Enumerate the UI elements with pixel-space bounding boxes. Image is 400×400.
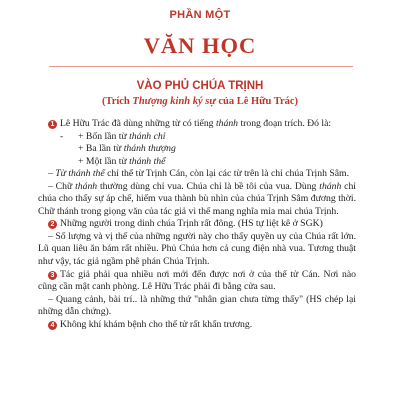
lesson-subtitle	[0, 96, 400, 107]
list-item-word: thánh thể	[129, 155, 166, 167]
question-2	[38, 218, 356, 231]
para-word: thánh	[75, 180, 98, 192]
q1-text-b: trong đoạn trích. Đó là:	[238, 118, 332, 129]
subtitle-work: Thượng kinh ký sự	[132, 96, 216, 107]
para-text: – Chữ	[48, 180, 76, 192]
list-item-word: thánh thượng	[123, 143, 176, 155]
list-item	[38, 131, 356, 144]
question-4	[38, 319, 356, 332]
section-title: VĂN HỌC	[143, 33, 257, 58]
question-number-badge: 1	[48, 120, 57, 129]
q2-text: Những người trong dinh chúa Trịnh rất đông. (HS tự liệt kê ở SGK)	[60, 218, 323, 230]
lesson-title: VÀO PHỦ CHÚA TRỊNH	[136, 80, 264, 92]
list-item-text: + Ba lần từ	[78, 143, 124, 155]
subtitle-open: (Trích	[101, 96, 133, 107]
q1-word: thánh	[215, 118, 239, 129]
q4-text: Không khí khám bệnh cho thế tử rất khẩn trương.	[60, 318, 253, 330]
para-text: chỉ chúa cho thấy sự áp chế, hiếm vua thành bù nhìn của chúa Trịnh Sâm đương thời. Chữ thánh trong giọng văn của tác giả vì thế mang nghĩa mỉa mai chúa Trịnh.	[38, 180, 356, 217]
para-text: thường dùng chỉ vua. Chúa chỉ là bề tôi của vua. Dùng	[97, 180, 320, 192]
question-number-badge: 3	[48, 271, 57, 280]
question-1	[38, 118, 356, 131]
list-bullet: -	[60, 130, 64, 142]
answer-body	[38, 118, 356, 331]
subtitle-close: của Lê Hữu Trác)	[215, 96, 299, 107]
divider-line	[49, 66, 353, 67]
q3-text: Tác giả phải qua nhiều nơi mới đến được nơi ở của thế tử Cán. Nơi nào cũng cần mật canh phòng. Lê Hữu Trác phải đi bằng cửa sau.	[38, 268, 356, 293]
paragraph	[38, 181, 356, 219]
part-label: PHẦN MỘT	[169, 9, 231, 21]
paragraph: – Quang cảnh, bài trí.. là những thứ "nhân gian chưa từng thấy" (HS chép lại những dẫn chứng).	[38, 293, 356, 318]
question-number-badge: 4	[48, 321, 57, 330]
list-item	[38, 156, 356, 169]
list-item-text: + Bốn lần từ	[78, 130, 130, 142]
question-number-badge: 2	[48, 220, 57, 229]
para-word: thánh	[319, 180, 342, 192]
paragraph: – Số lượng và vị thế của những người này cho thấy quyền uy của Chúa rất lớn. Lũ quan liêu ăn bám rất nhiều. Phủ Chúa hơn cả cung điện nhà vua. Tương thuật như vậy, tác giả ngầm phê phán Chúa Trịnh.	[38, 230, 356, 268]
list-item-text: + Một lần từ	[78, 155, 130, 167]
list-item	[38, 143, 356, 156]
list-item-word: thánh chỉ	[129, 130, 166, 142]
question-3	[38, 269, 356, 294]
paragraph: – Từ thánh thể chỉ thể từ Trịnh Cán, còn lại các từ trên là chỉ chúa Trịnh Sâm.	[48, 168, 349, 180]
q1-text-a: Lê Hữu Trác đã dùng những từ có tiếng	[60, 118, 216, 129]
para-text: chỉ thể từ Trịnh Cán, còn lại các từ trên là chỉ chúa Trịnh Sâm.	[104, 168, 349, 180]
para-word: Từ thánh thể	[55, 168, 105, 180]
